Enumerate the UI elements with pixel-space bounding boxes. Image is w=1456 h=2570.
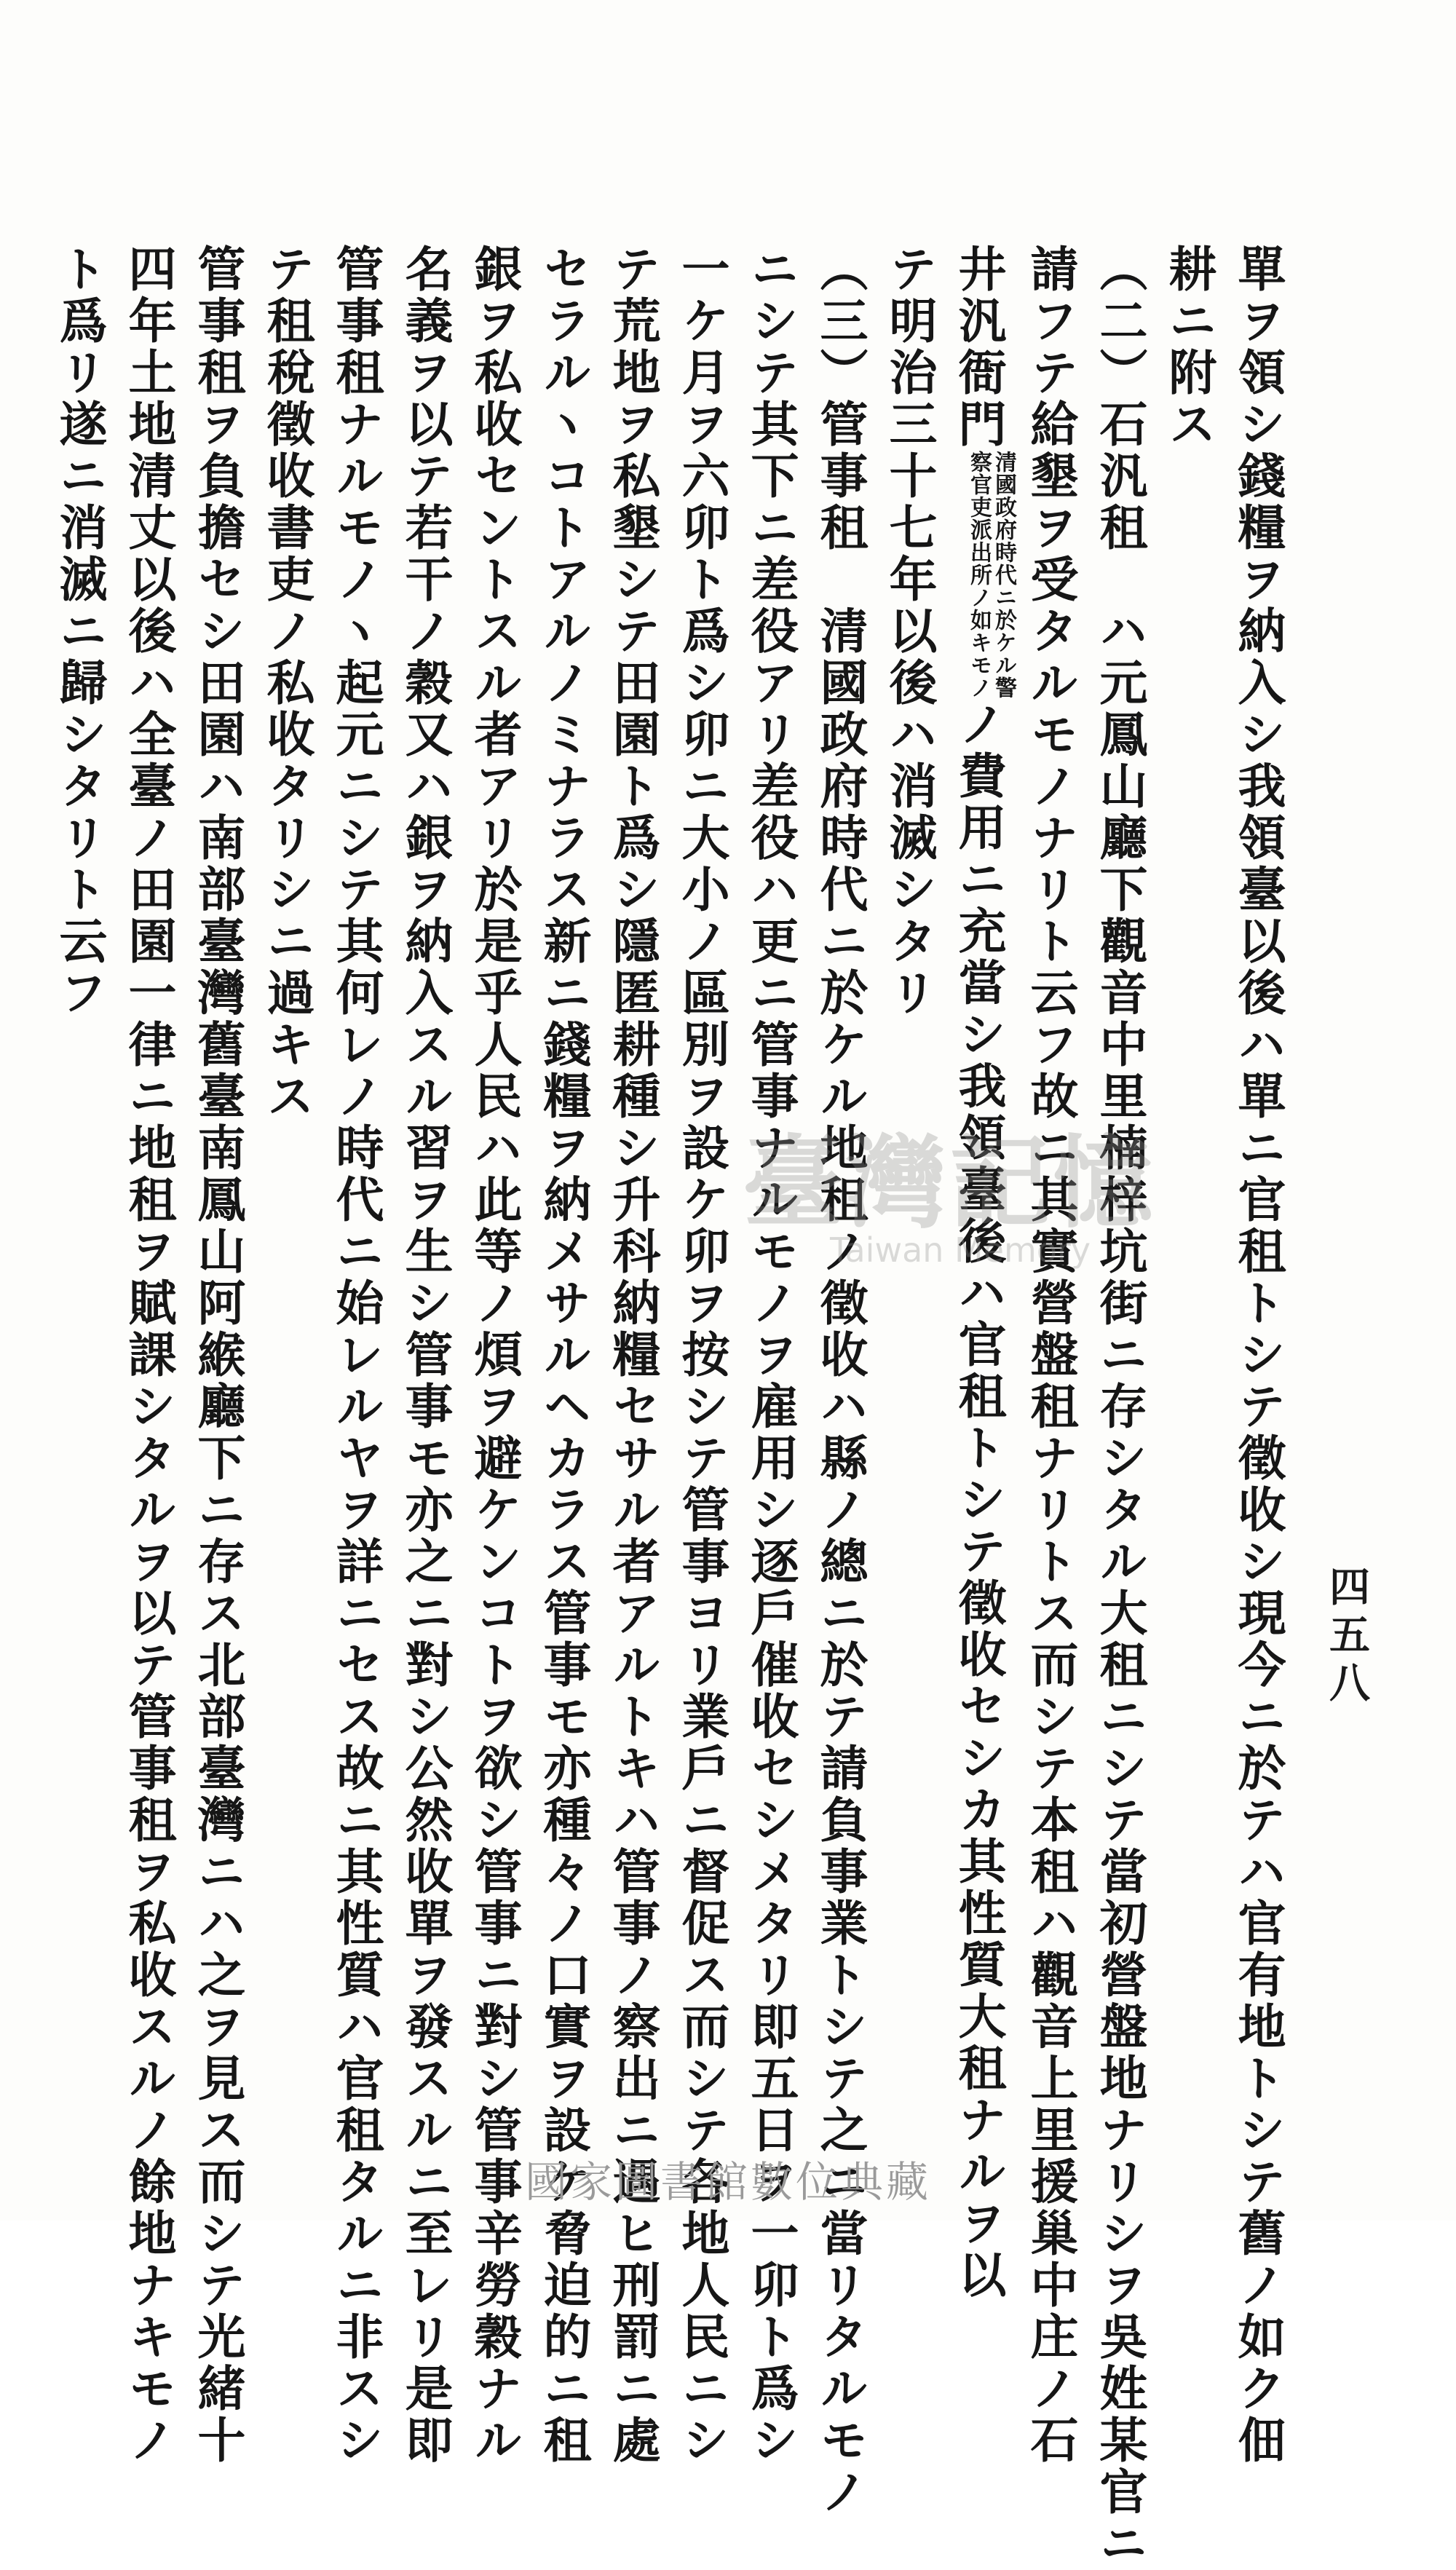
text-column: テ明治三十七年以後ハ消滅シタリ bbox=[881, 244, 938, 1019]
text-column: 四年土地清丈以後ハ全臺ノ田園一律ニ地租ヲ賦課シタルヲ以テ管事租ヲ私收スルノ餘地ナキモノ bbox=[120, 244, 177, 2467]
text-column: ニシテ其下ニ差役アリ差役ハ更ニ管事ナルモノヲ雇用シ逐戶催收セシメタリ即五日ヲ一卯ト爲シ bbox=[743, 244, 799, 2467]
text-column: 單ヲ領シ錢糧ヲ納入シ我領臺以後ハ單ニ官租トシテ徵收シ現今ニ於テハ官有地トシテ舊ノ如ク佃 bbox=[1230, 244, 1286, 2467]
text-column: 一ケ月ヲ六卯ト爲シ卯ニ大小ノ區別ヲ設ケ卯ヲ按シテ管事ヨリ業戶ニ督促ス而シテ各地人民ニシ bbox=[673, 244, 730, 2467]
footer-credit: 國家圖書館數位典藏 bbox=[524, 2157, 931, 2207]
text-column: 耕ニ附ス bbox=[1160, 244, 1217, 451]
interlinear-note bbox=[966, 451, 1016, 699]
text-column: 請フテ給墾ヲ受タルモノナリト云フ故ニ其實營盤租ナリトス而シテ本租ハ觀音上里援巢中庄ノ石 bbox=[1022, 244, 1079, 2467]
text-column: （二）石汎租 ハ元鳳山廳下觀音中里楠梓坑街ニ存シタル大租ニシテ當初營盤地ナリシヲ吳姓某官ニ bbox=[1091, 244, 1148, 2570]
watermark-chinese: 臺灣記憶 bbox=[743, 1123, 1157, 1242]
text-column: テ荒地ヲ私墾シテ田園ト爲シ隱匿耕種シ升科納糧セサル者アルトキハ管事ノ察出ニ遇ヒ刑罰ニ處 bbox=[604, 244, 661, 2467]
text-column: 名義ヲ以テ若干ノ穀又ハ銀ヲ納入スル習ヲ生シ管事モ亦之ニ對シ公然收單ヲ發スルニ至レリ是即 bbox=[397, 244, 454, 2467]
text-segment: ノ費用ニ充當シ我領臺後ハ官租トシテ徵收セシカ其性質大租ナルヲ以 bbox=[950, 699, 1007, 2301]
text-column: 管事租ヲ負擔セシ田園ハ南部臺灣舊臺南鳳山阿緱廳下ニ存ス北部臺灣ニハ之ヲ見ス而シテ光緒十 bbox=[189, 244, 246, 2467]
watermark-logo bbox=[743, 1123, 1208, 1289]
text-column: 銀ヲ私收セントスル者アリ於是乎人民ハ此等ノ煩ヲ避ケンコトヲ欲シ管事ニ對シ管事辛勞穀ナル bbox=[466, 244, 523, 2467]
watermark-english: Taiwan Memory bbox=[830, 1230, 1091, 1270]
note-line: 清國政府時代ニ於ケル警 bbox=[991, 451, 1016, 699]
text-column: セラルヽコトアルノミナラス新ニ錢糧ヲ納メサルヘカラス管事モ亦種々ノ口實ヲ設ケ脅迫的ニ租 bbox=[535, 244, 592, 2467]
text-column: （三）管事租 清國政府時代ニ於ケル地租ノ徵收ハ縣ノ總ニ於テ請負事業トシテ之ニ當リタルモノ bbox=[812, 244, 869, 2518]
text-segment: 井汎衙門 bbox=[950, 244, 1007, 451]
note-line: 察官吏派出所ノ如キモノ bbox=[966, 451, 992, 699]
text-column: テ租稅徵收書吏ノ私收タリシニ過キス bbox=[258, 244, 315, 1123]
text-column: 管事租ナルモノヽ起元ニシテ其何レノ時代ニ始レルヤヲ詳ニセス故ニ其性質ハ官租タルニ非スシ bbox=[328, 244, 384, 2467]
page-number: 四五八 bbox=[1323, 1565, 1371, 1709]
text-column: ト爲リ遂ニ消滅ニ歸シタリト云フ bbox=[51, 244, 108, 1019]
